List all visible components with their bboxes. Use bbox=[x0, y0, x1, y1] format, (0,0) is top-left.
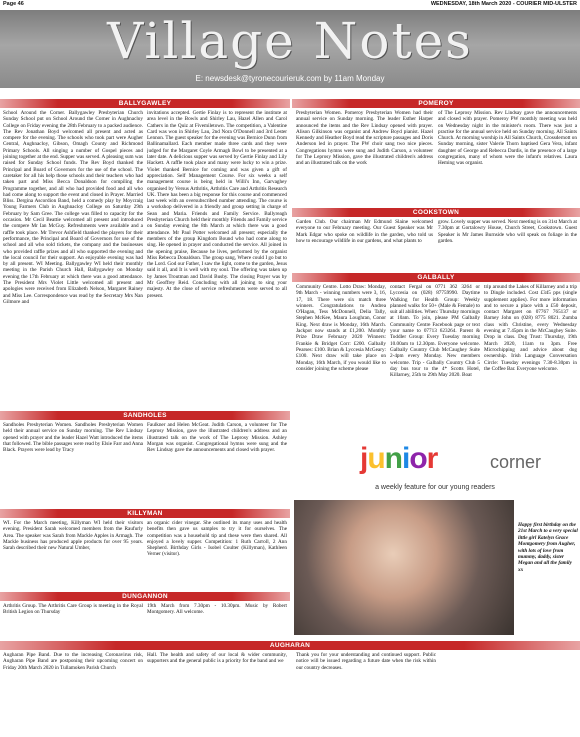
augharan-column-1: Augharan Pipe Band. Due to the increasing Coronavirus risk, Augharan Pipe Band are postponing their upcoming concert on Friday 20th March 2020 in Tullamoken Parish Church bbox=[3, 652, 143, 671]
junior-letter: i bbox=[402, 442, 410, 475]
junior-corner bbox=[290, 432, 580, 637]
child-photo bbox=[294, 500, 514, 635]
birthday-caption: Happy first birthday on the 21st March to a very special little girl Katelyn Grace Montgomery from Augher, with lots of love from mummy, daddy, sister Megan and all the family xx bbox=[518, 522, 578, 573]
dungannon-column-1: Arthritis Group. The Arthritis Care Group is meeting in the Royal British Legion on Thursday bbox=[3, 603, 143, 616]
ballygawley-column-2: invitations accepted. Gertie Finlay is to represent the institute at area level in the Bowls and Shirley Lau, Hazel Allen and Carol Cathers in the Quiz at Fivemiletown. The competition, a Valentine Card was won in Shirley Lau, 2nd Nora O'Donnell and 3rd Lester Lennon. The guest speaker for the evening was Bernice Dunn from Ballinamallard. Each member made three cards and they were judged for the Margaret Coyle Armagh Bowl to be presented at a later date. A delicious supper was served by Gertie Finlay and Lily Hackett. A raffle took place and many were lucky to win a prize. Violet thanked Bernice for coming and was given a gift of appreciation. Self Management Course. For six weeks a self management course is being held in Willi's Inn, Garvaghey organised by Versus Arthritis, Arthritis Care and Arthritis Research UK. There has been a big response for this course and commenced last week with an oversubscribed number attending. The course is a workshop delivered in a friendly and group setting in charge of Sean and Maria. Friends and Family Service. Ballyreagh Presbyterian Church held their monthly Friends and Family service on Sunday evening the 8th March at which there was a good attendance. Mr Paul Potter welcomed all present; especially the members of the group Kingdom Bound who had come along to sing. He opened in prayer and conducted the service. All joined in the opening praise, Because he lives, performed by the organist Miss Rebecca Donaldson. The group sang, Where could I go but to the Lord. God our Father, I saw the light, come to the garden, Jesus said it all, and It is well with my soul. The offering was taken up by James Troutman and David Busby. The closing Prayer was by Mr Geoffrey Reid. Concluding with all joining to sing your majesty. At the close of service refreshments were served to all present. bbox=[147, 110, 287, 299]
cookstown-column-2: grow. Lovely supper was served. Next meeting is on 31st March at 7.30pm at Gortalowry House, Church Street, Cookstown. Guest Speaker is Mr James Burnside who will speak on foliage in the garden. bbox=[438, 219, 577, 244]
section-bar-ballygawley: BALLYGAWLEY bbox=[0, 99, 290, 108]
killyman-column-2: an organic cider vinegar. She outlined its many uses and health benefits then gave us samples to try it for ourselves. The competition was a household tip and these were then shared. All enjoyed a lovely supper. Competition: 1 Ruth Carroll, 2 Ann Shepherd. Birthday Girls - Isobel Coulter (Killyman), Kathleen Verner (visitor). bbox=[147, 520, 287, 558]
masthead bbox=[0, 10, 580, 88]
section-bar-dungannon: DUNGANNON bbox=[0, 592, 290, 601]
galbally-column-1: Community Centre. Lotto Draw: Monday, 9th March - winning numbers were 3, 16, 17, 18. There were six match three winners. Congratulations to Andrea O'Hagan, Tess McDonnell, Delia Tally, Stephen McKee, Maura Loughran, Conor King. Next draw is Monday, 16th March. Jackpot now stands at £1,200. Monthly Prize Draw February 2020 Winners: Frankie & Bridget Corr: £200. Galbally Pearses: £100. Brian & Lyccesia McGeary: £100. Next draw will take place on Monday, 16th March, if you would like to consider joining the scheme please bbox=[296, 284, 386, 372]
galbally-column-2: contact Fergal on 0771 362 3264 or Lyccesia on (028) 87759990. Daytime Walking for Health Group: Weekly planned walks for 50+ (Male & Female) to suit all abilities. When: Thursday mornings at 10am. To join, please PM Galbally Community Centre Facebook page or text your name to 07713 623264. Parent & Toddler Group: Every Tuesday morning 10.00am to 12.30pm. Everyone welcome. Galbally Country Club McCaughey Suite 2-4pm every Monday. New members welcome. Trip - Galbally Country Club 5 day bus tour to the 4* Scotts Hotel, Killarney, 25th to 29th May 2020. Boat bbox=[390, 284, 480, 379]
junior-corner-title bbox=[360, 442, 437, 476]
pomeroy-column-2: of The Leprosy Mission. Rev Lindsay gave the announcements and closed with prayer. Pomeroy PW monthly meeting was held on Wednesday night in the minister's room. There was just a practise for the annual service held on Sunday morning. All Saints Church. At morning worship in All Saints Church, Crossdernott on Sunday morning, sister Valerie Thorn baptised Gera Vera, infant daughter of George and Rebecca Dardis, in the presence of a large congregation, many of whom were the infant's relatives. Laura Heming was organist. bbox=[438, 110, 577, 167]
junior-word bbox=[360, 442, 437, 475]
page-number: Page 46 bbox=[3, 1, 24, 7]
section-bar-killyman: KILLYMAN bbox=[0, 509, 290, 518]
killyman-column-1: WI. For the March meeting, Killyman WI held their visitors evening. President Sarah welcomed members from the Raufurly Area. The speaker was Sarah from Mackle Apples in Armagh. The Mackle business has produced apple products for over 95 years. Sarah described their new Natural Umber, bbox=[3, 520, 143, 552]
dungannon-column-2: 19th March from 7.30pm - 10.30pm. Music by Robert Montgomery. All welcome. bbox=[147, 603, 287, 616]
junior-letter: n bbox=[384, 442, 402, 475]
page-header bbox=[0, 0, 580, 9]
augharan-column-2: Hall. The health and safety of our local & wider community, supporters and the general public is a priority for the band and we bbox=[147, 652, 287, 665]
junior-letter: u bbox=[367, 442, 385, 475]
cookstown-column-1: Garden Club. Our chairman Mr Edmund Slaine welcomed everyone to our February meeting. Our Guest Speaker was Mr Mark Edgar who spoke on wildlife in the garden, who told us how to encourage wildlife in our gardens, and what plants to bbox=[296, 219, 433, 244]
section-bar-galbally: GALBALLY bbox=[292, 273, 580, 282]
augharan-column-3: Thank you for your understanding and continued support. Public notice will be issued regarding a future date when the risk within our country decreases. bbox=[296, 652, 436, 671]
corner-word: corner bbox=[490, 452, 542, 472]
section-bar-sandholes: SANDHOLES bbox=[0, 411, 290, 420]
section-bar-pomeroy: POMEROY bbox=[292, 99, 580, 108]
masthead-title: Village Notes bbox=[107, 12, 473, 70]
junior-letter: r bbox=[426, 442, 438, 475]
junior-letter: j bbox=[360, 442, 368, 475]
sandholes-column-2: Faulkner and Helen McGeat. Judith Carson, a volunteer for The Leprosy Mission, gave the illustrated children's address and an illustrated talk on the work of The Leprosy Mission. Ashley Morgan was organist. Congregational hymns were sung and the Rev Lindsay gave the announcements and closed with prayer. bbox=[147, 422, 287, 454]
galbally-column-3: trip around the Lakes of Killarney and a trip to Dingle included. Cost £345 pps (single supplement applies). For more information and to secure a place with a £50 deposit, contact Margaret on 07767 765137 or Barney John on (028) 8775 8021. Zumba class with Christine, every Wednesday evening at 7.45pm in the McCaughey Suite. Drop in class. Dog Trust: Thursday, 19th March 2020, 11am to 3pm. Free Microchipping and advice about dog ownership. Irish Language Conversation Circle: Tuesday evenings 7.30-8.30pm in the Coffee Bar. Everyone welcome. bbox=[484, 284, 577, 372]
masthead-email: E: newsdesk@tyronecourieruk.com by 11am Monday bbox=[195, 74, 385, 83]
section-bar-augharan: AUGHARAN bbox=[0, 641, 580, 650]
date-line: WEDNESDAY, 18th March 2020 - COURIER MID-ULSTER bbox=[430, 1, 577, 7]
section-bar-cookstown: COOKSTOWN bbox=[292, 208, 580, 217]
junior-letter: o bbox=[409, 442, 427, 475]
ballygawley-column-1: School Around the Corner. Ballygawley Presbyterian Church Sunday School put on School Around the Corner in Aughnacloy College on Friday evening the 28th February to a packed audience. The Rev Jonathan Boyd welcomed all present and acted as compere for the evening. The schools who took part were Augher Central, Aughnacloy, Gibson, Omagh County and Richmond Primary Schools. All singing a number of Gospel pieces and joining together at the end. Supper was served. A pleasing sum was raised for Sunday School funds. The Rev Boyd thanked the Principal and Board of Governors for the use of the school. The caretaker for all his help those schools and their teachers who had taken part and Miss Becca Donaldson for compiling the Programme together, and all who had provided food and all who had come along to support the event and closed in Prayer. Married Bliss. Dergina Ascordion Band, held a comedy play by Moycraig Young Farmers Club in Aughnacloy College on Saturday 29th February by Sam Gree. The college was filled to capacity for the occasion. Mr Cecil Beattie welcomed all present and introduced the compere Mr Ian McGuy. Refreshments were available and a raffle took place. Mr Trevor Ashfield thanked the players for their performance, the Principal and Board of Governors for use of the school and all who sold tickets, the company and the businesses who provided raffle prizes and all who supported the evening and the local council for their support. An enjoyable evening was had by all present. WI Meeting. Ballygawley WI held their monthly meeting in the Parish Church Hall, Ballygawley on Monday evening the 17th February at which there was a good attendance. The President Mrs Violet Little welcomed all present and apologies were received from Elizabeth Nelson, Margaret Rainey and Miss Lee. Correspondence was read by the Secretary Mrs Nan Gilmore and bbox=[3, 110, 143, 305]
pomeroy-column-1: Presbyterian Women. Pomeroy Presbyterian Women had their annual service on Sunday morning. The leader Esther Harper announced the items and the Rev Lindsay opened with prayer. Alison Gilkinson was organist and Andrew Boyd pianist. Hazel Kennedy and Heather Boyd read the scripture passages and Doris Anderson led in prayer. The PW choir sang two nice pieces. Congregations hymns were sung and Judith Carson, a volunteer for The Leprosy Mission, gave the illustrated children's address and an illustrated talk on the work bbox=[296, 110, 433, 167]
sandholes-column-1: Sandholes Presbyterian Women. Sandholes Presbyterian Women held their annual service on Sunday morning. The Rev Lindsay opened with prayer and the leader Hazel Watt introduced the items that followed. The bible passages were read by Elsie Farr and Anna Black. Prayers were lead by Tracy bbox=[3, 422, 143, 454]
junior-corner-tagline: a weekly feature for our young readers bbox=[375, 484, 495, 491]
